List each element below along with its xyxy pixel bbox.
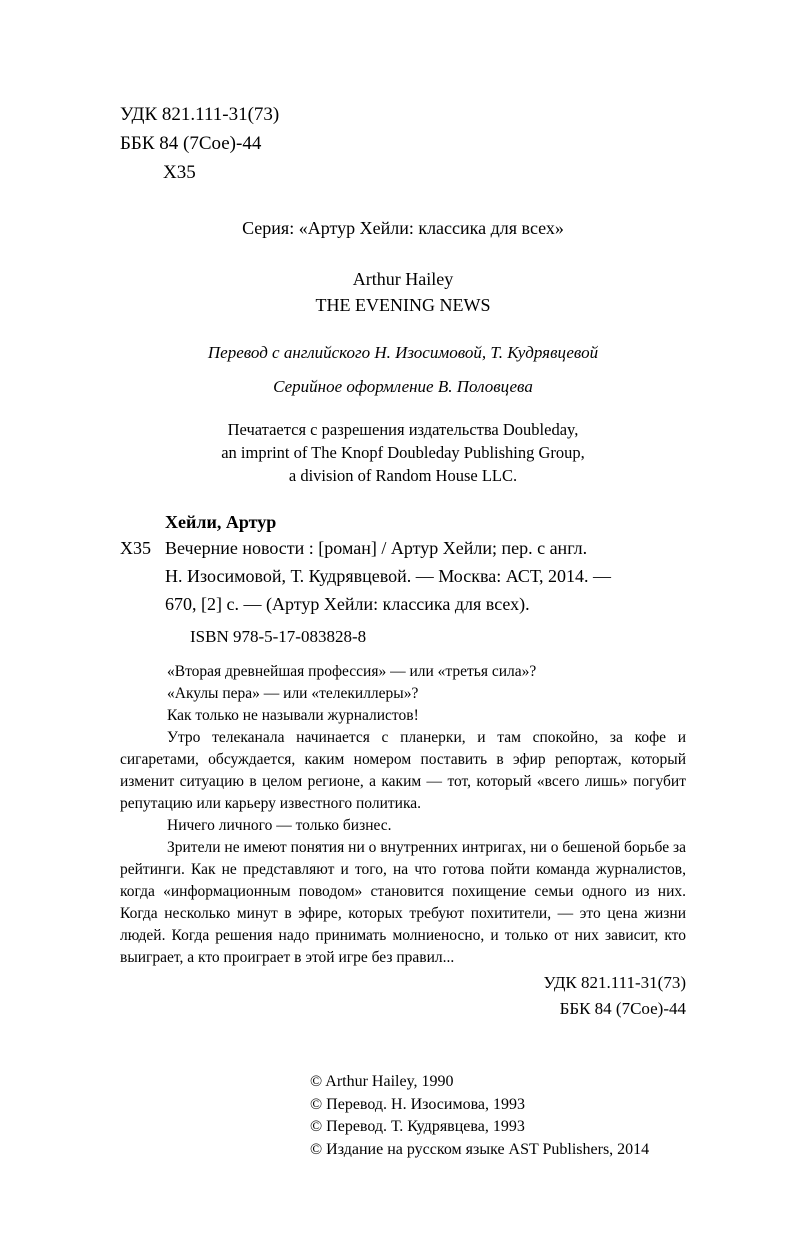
catalog-record-line: 670, [2] с. — (Артур Хейли: классика для всех). xyxy=(165,594,530,614)
original-title: THE EVENING NEWS xyxy=(315,295,491,315)
translation-credit: Перевод с английского Н. Изосимовой, Т. Кудрявцевой xyxy=(207,343,599,362)
annotation-paragraph: Утро телеканала начинается с планерки, и там спокойно, за кофе и сигаретами, обсуждается, каким номером поставить в эфир репортаж, который изменит ситуацию в целом регионе, а каким — тот, который «всего лишь» погубит репутацию или карьеру известного политика. xyxy=(120,729,686,812)
permission-block xyxy=(120,418,686,487)
bbk-top: ББК 84 (7Сое)-44 xyxy=(120,133,262,154)
original-author: Arthur Hailey xyxy=(352,269,454,289)
isbn: ISBN 978-5-17-083828-8 xyxy=(190,627,367,646)
design-credit: Серийное оформление В. Половцева xyxy=(273,377,533,396)
bbk-bottom: ББК 84 (7Сое)-44 xyxy=(559,999,686,1018)
annotation-block xyxy=(120,661,686,969)
author-sign-top: Х35 xyxy=(163,162,196,183)
udk-top: УДК 821.111-31(73) xyxy=(120,104,280,125)
catalog-record xyxy=(120,534,686,618)
series-line: Серия: «Артур Хейли: классика для всех» xyxy=(242,218,564,238)
annotation-paragraph: Как только не называли журналистов! xyxy=(167,707,419,724)
annotation-paragraph: Ничего личного — только бизнес. xyxy=(167,817,392,834)
copyright-line: © Перевод. Н. Изосимова, 1993 xyxy=(310,1095,526,1113)
catalog-record-line: Вечерние новости : [роман] / Артур Хейли; пер. с англ. xyxy=(165,538,588,558)
permission-line: a division of Random House LLC. xyxy=(288,466,518,485)
top-codes-block xyxy=(120,100,686,187)
udk-bottom: УДК 821.111-31(73) xyxy=(543,973,686,992)
copyright-line: © Перевод. Т. Кудрявцева, 1993 xyxy=(310,1118,525,1135)
bottom-codes-block xyxy=(120,970,686,1022)
copyright-block xyxy=(310,1071,686,1161)
permission-line: Печатается с разрешения издательства Doubleday, xyxy=(227,420,579,439)
catalog-record-line: Н. Изосимовой, Т. Кудрявцевой. — Москва: АСТ, 2014. — xyxy=(165,566,612,586)
permission-line: an imprint of The Knopf Doubleday Publishing Group, xyxy=(221,443,585,462)
catalog-author: Хейли, Артур xyxy=(165,512,277,532)
annotation-paragraph: «Вторая древнейшая профессия» — или «третья сила»? xyxy=(167,663,537,680)
original-edition-block xyxy=(120,266,686,318)
copyright-line: © Издание на русском языке AST Publishers, 2014 xyxy=(310,1140,650,1158)
annotation-paragraph: Зрители не имеют понятия ни о внутренних интригах, ни о бешеной борьбе за рейтинги. Как не представляют и того, на что готова пойти команда журналистов, когда «информационным поводом» становится похищение семьи одного из них. Когда несколько минут в эфире, которых требуют похитители, — это цена жизни людей. Когда решения надо принимать молниеносно, и только от них зависит, кто выиграет, а кто проиграет в этой игре без правил... xyxy=(120,839,686,966)
copyright-line: © Arthur Hailey, 1990 xyxy=(310,1073,454,1090)
annotation-paragraph: «Акулы пера» — или «телекиллеры»? xyxy=(167,685,419,702)
author-sign-record: Х35 xyxy=(120,538,151,558)
